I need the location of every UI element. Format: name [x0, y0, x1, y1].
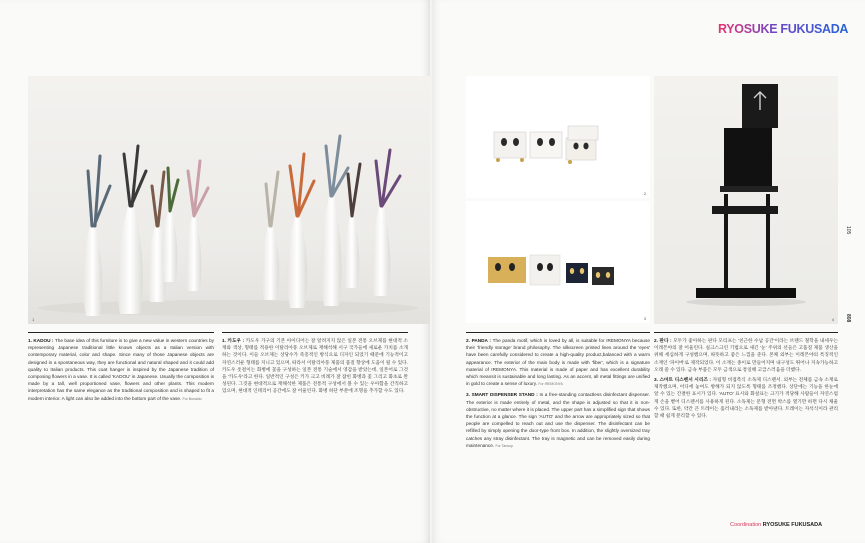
kadou-illustration	[28, 76, 430, 324]
column-rule	[466, 332, 650, 333]
panda-description-kr	[654, 337, 838, 373]
kadou-heading-kr: 1. 카도우 :	[222, 338, 245, 343]
footer-label: Coordination	[730, 522, 762, 528]
panda-description-en	[466, 337, 650, 388]
dispenser-heading-kr: 3. 스마트 디스펜서 시리즈 :	[654, 377, 711, 383]
kadou-heading-en: 1. KADOU :	[28, 338, 54, 343]
kadou-body-en: The base idea of this furniture is to give a new value in western countries by representing Japanese traditional little known objects as a Italian version with contemporary material, color and shape. Since many of those Japanese objects are designed in a spontaneous way, they are functional and natural shaped and it could add quality to Italian products. This coat hanger is inspired by the Japanese tradition of composing flowers in a vase. It is called 'KADOU' in Japanese. Usually the composition is made by a tall, well proportioned vase, flowers and other plants. This modern interpretation has the same elegance as the traditional composition and is shaped to fit a modern interior. A light can also be added into the bottom part of the vase.	[28, 338, 214, 401]
dispenser-description-en	[466, 391, 650, 450]
footer-name: RYOSUKE FUKUSADA	[762, 522, 823, 528]
kadou-photo	[28, 76, 430, 324]
panda-dispenser-en	[466, 337, 650, 450]
footer-credit	[730, 522, 822, 528]
panda-body-kr: 모두가 좋아하는 판다 모티프는 '친근한 수납 공간'이라는 브랜드 철학을 내세우는 이레몬야의 잘 어울린다. 실크스크린 기법으로 새긴 '눈' 주위의 선들은 고품질 제품 생산을 위해 세심하게 구성했으며, 따뜻하고 좋은 느낌을 준다. 본체 외부는 이레몬야의 특징적인 소재인 '파이버'로 제작되었다. 이 소재는 종이로 만들어지며 내구성도 뛰어나 지속가능하고 오래 쓸 수 있다. 금속 부품은 모두 금색으로 통일해 고급스러움을 더했다.	[654, 338, 838, 372]
page-number-lower: 808	[845, 314, 851, 323]
kadou-body-kr: 카도우 가구의 기본 아이디어는 잘 알려지지 않은 일본 전통 오브제를 현대적 소재와 색상, 형태를 적용한 이탈리아풍 오브제로 재해석해 서구 국가들에 새로운 가치를 소개하는 것이다. 이들 오브제는 상당수가 즉흥적인 방식으로 디자인 되었기 때문에 기능적이고 자연스러운 형태를 지니고 있으며, 따라서 이탈리아풍 제품의 품질 향상에 도움이 될 수 있다. 카도우 옷걸이는 화병에 꽃을 구성하는 일본 전통 기술에서 영감을 받았는데, 일본어로 그것을 '카도우'라고 한다. 일반적인 구성은 키가 크고 비례가 잘 잡힌 화병과 꽃 그리고 화초로 완성된다. 그것을 현대적으로 재해석한 제품은 전통적 구성에서 볼 수 있는 우아함을 간직하고 있으며, 현대적 인테리어 공간에도 잘 어울린다. 화병 하단 부분에 조명을 추가할 수도 있다.	[222, 338, 408, 394]
page-number-upper: 105	[845, 226, 851, 235]
panda-credit: For IREMONYA	[538, 382, 564, 387]
panda-white-illustration	[466, 76, 650, 198]
column-rule	[222, 332, 408, 333]
dispenser-photo	[654, 76, 838, 324]
panda-body-en: The panda motif, which is loved by all, is suitable for IREMONYA because their 'friendly storage' brand philosophy. The silkscreen printed lines around the 'eyes' have been carefully considered to create a high-quality product,balanced with a warm appearance. The exterior of the main body is made with 'fiber', which is a signature material of IREMONYA. This material is made of paper and has excellent durability which meansit is sustainable and long lasting. As an accent, all metal fittings are unified in gold to create a sense of luxury.	[466, 338, 650, 387]
panda-heading-kr: 2. 판다 :	[654, 338, 672, 343]
dispenser-body-kr: 자립형 비접촉식 소독제 디스펜서. 외부는 전체를 금속 소재로 제작했으며, 어디에 놓여도 방해가 되지 않도록 형태를 조정했다. 상단에는 기능을 한눈에 알 수 있는 간결한 표시가 있다. 'AUTO' 표시와 화살표는 크기가 적당해 사람들이 자연스럽게 손을 뻗어 디스펜서를 사용하게 된다. 소독제는 문형 전면 박스를 열기만 하면 다시 채울 수 있다. 또한, 약간 큰 트레이는 흘러내리는 소독제를 받아낸다. 트레이는 자석식이라 관리할 때 쉽게 분리할 수 있다.	[654, 377, 838, 419]
column-rule	[654, 332, 838, 333]
panda-color-photo	[466, 201, 650, 323]
photo-number: 3	[643, 316, 646, 321]
dispenser-illustration	[654, 76, 838, 324]
panda-dispenser-kr	[654, 337, 838, 419]
panda-white-photo	[466, 76, 650, 198]
photo-number: 4	[831, 317, 834, 322]
kadou-description-en	[28, 337, 214, 403]
photo-number: 1	[32, 317, 35, 322]
panda-color-illustration	[466, 201, 650, 323]
dispenser-description-kr	[654, 376, 838, 419]
dispenser-credit: For Tansop	[495, 443, 513, 448]
dispenser-heading-en: 3. SMART DISPENSER STAND :	[466, 392, 538, 398]
kadou-description-kr	[222, 337, 408, 395]
panda-heading-en: 2. PANDA :	[466, 338, 491, 343]
column-rule	[28, 332, 214, 333]
kadou-credit: For Bonaldo	[182, 396, 202, 401]
dispenser-body-en: Is a free-standing contactless disinfectant dispenser. The exterior is made entirely of metal, and the shape is adjusted so that it is non-obstructive, no matter where it is placed. The upper part has a simplified sign that shows the function at a glance. The sign 'AUTO' and the arrow are appropriately sized so that people are compelled to reach out and use the dispenser. The disinfectant can be refilled by simply opening the door-type front box. In addition, the slightly oversized tray catches any stray disinfectant. The tray is magnetic and can be removed easily during maintenance.	[466, 392, 651, 448]
designer-title: RYOSUKE FUKUSADA	[718, 22, 849, 36]
photo-number: 2	[643, 191, 646, 196]
